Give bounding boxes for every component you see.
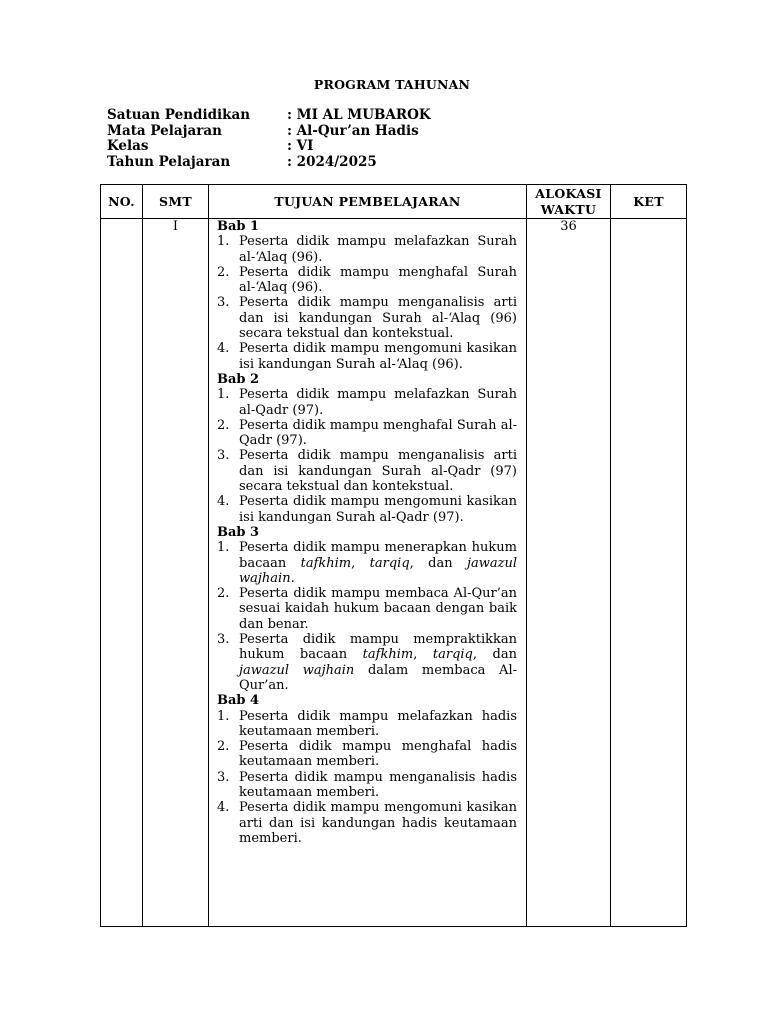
meta-value: : Al-Qur’an Hadis xyxy=(287,122,419,139)
list-item-number: 2. xyxy=(217,264,230,280)
list-item-text: Peserta didik mampu melafazkan Surah al-Qadr (97). xyxy=(239,387,517,418)
table-header-row xyxy=(101,185,687,219)
cell-smt: I xyxy=(143,219,209,927)
list-item-number: 2. xyxy=(217,417,230,433)
list-item xyxy=(217,418,517,449)
header-alokasi-line1: ALOKASI xyxy=(535,185,602,201)
list-item-number: 2. xyxy=(217,739,230,755)
list-item-text: Peserta didik mampu mengomuni kasikan isi kandungan Surah al-‘Alaq (96). xyxy=(239,341,517,372)
list-item-text: Peserta didik mampu menganalisis arti dan isi kandungan Surah al-‘Alaq (96) secara tekstual dan kontekstual. xyxy=(239,295,517,342)
bab-heading: Bab 2 xyxy=(217,371,260,387)
list-item xyxy=(217,295,517,341)
list-item xyxy=(217,448,517,494)
meta-row-satuan xyxy=(107,108,431,124)
list-item xyxy=(217,709,517,740)
list-item xyxy=(217,800,517,846)
document-title: PROGRAM TAHUNAN xyxy=(313,77,471,92)
header-no: NO. xyxy=(101,185,143,219)
list-item xyxy=(217,265,517,296)
list-item xyxy=(217,770,517,801)
list-item-number: 1. xyxy=(217,708,230,724)
header-alokasi xyxy=(527,185,611,219)
list-item-text: Peserta didik mampu menganalisis hadis keutamaan memberi. xyxy=(239,769,517,800)
meta-label: Mata Pelajaran xyxy=(107,122,222,139)
list-item xyxy=(217,494,517,525)
tujuan-list xyxy=(209,219,526,846)
header-tujuan: TUJUAN PEMBELAJARAN xyxy=(209,185,527,219)
meta-value: : 2024/2025 xyxy=(287,153,377,170)
list-item-number: 4. xyxy=(217,341,230,357)
meta-label: Satuan Pendidikan xyxy=(107,107,251,123)
header-ket: KET xyxy=(611,185,687,219)
list-item xyxy=(217,586,517,632)
list-item-number: 1. xyxy=(217,234,230,250)
list-item-number: 3. xyxy=(217,769,230,785)
list-item-number: 4. xyxy=(217,494,230,510)
program-table xyxy=(100,184,687,927)
list-item-text: Peserta didik mampu menghafal hadis keutamaan memberi. xyxy=(239,739,517,770)
bab-heading: Bab 4 xyxy=(217,693,260,709)
list-item-number: 2. xyxy=(217,586,230,602)
list-item-text: Peserta didik mampu mengomuni kasikan isi kandungan Surah al-Qadr (97). xyxy=(239,494,517,525)
bab-heading: Bab 3 xyxy=(217,524,260,540)
bab-list xyxy=(217,234,517,372)
bab-heading: Bab 1 xyxy=(217,219,260,234)
cell-ket xyxy=(611,219,687,927)
bab-list xyxy=(217,709,517,847)
list-item-text: Peserta didik mampu menerapkan hukum bacaan tafkhim, tarqiq, dan jawazul wajhain. xyxy=(239,540,518,586)
list-item xyxy=(217,341,517,372)
list-item-text: Peserta didik mampu melafazkan Surah al-‘Alaq (96). xyxy=(239,234,517,265)
meta-value: : VI xyxy=(287,138,314,154)
list-item-text: Peserta didik mampu menghafal Surah al-‘Alaq (96). xyxy=(239,264,517,296)
list-item-text: Peserta didik mampu menganalisis arti dan isi kandungan Surah al-Qadr (97) secara tekstual dan kontekstual. xyxy=(239,448,517,495)
list-item-number: 1. xyxy=(217,540,230,556)
cell-tujuan xyxy=(209,219,527,927)
table-row xyxy=(101,219,687,927)
bab-list xyxy=(217,387,517,525)
list-item-text: Peserta didik mampu mempraktikkan hukum bacaan tafkhim, tarqiq, dan jawazul wajhain dalam membaca Al-Qur’an. xyxy=(239,632,517,693)
identity-block xyxy=(107,108,431,170)
list-item-number: 3. xyxy=(217,295,230,311)
cell-no xyxy=(101,219,143,927)
list-item xyxy=(217,387,517,418)
meta-value: : MI AL MUBAROK xyxy=(287,107,431,123)
list-item xyxy=(217,632,517,693)
header-alokasi-line2: WAKTU xyxy=(540,201,597,217)
list-item-number: 1. xyxy=(217,387,230,403)
meta-row-mapel xyxy=(107,124,431,140)
list-item xyxy=(217,540,517,586)
list-item xyxy=(217,234,517,265)
meta-label: Kelas xyxy=(107,138,149,154)
header-smt: SMT xyxy=(143,185,209,219)
list-item-number: 3. xyxy=(217,448,230,464)
list-item-text: Peserta didik mampu membaca Al-Qur’an sesuai kaidah hukum bacaan dengan baik dan benar. xyxy=(239,586,517,632)
meta-row-tahun xyxy=(107,155,431,171)
meta-label: Tahun Pelajaran xyxy=(107,153,231,170)
bab-list xyxy=(217,540,517,693)
list-item xyxy=(217,739,517,770)
list-item-text: Peserta didik mampu menghafal Surah al-Qadr (97). xyxy=(239,417,517,449)
list-item-text: Peserta didik mampu melafazkan hadis keutamaan memberi. xyxy=(239,708,517,739)
meta-row-kelas xyxy=(107,139,431,155)
cell-alokasi: 36 xyxy=(527,219,611,927)
list-item-number: 3. xyxy=(217,632,230,648)
list-item-text: Peserta didik mampu mengomuni kasikan arti dan isi kandungan hadis keutamaan memberi. xyxy=(239,800,517,846)
list-item-number: 4. xyxy=(217,800,230,816)
